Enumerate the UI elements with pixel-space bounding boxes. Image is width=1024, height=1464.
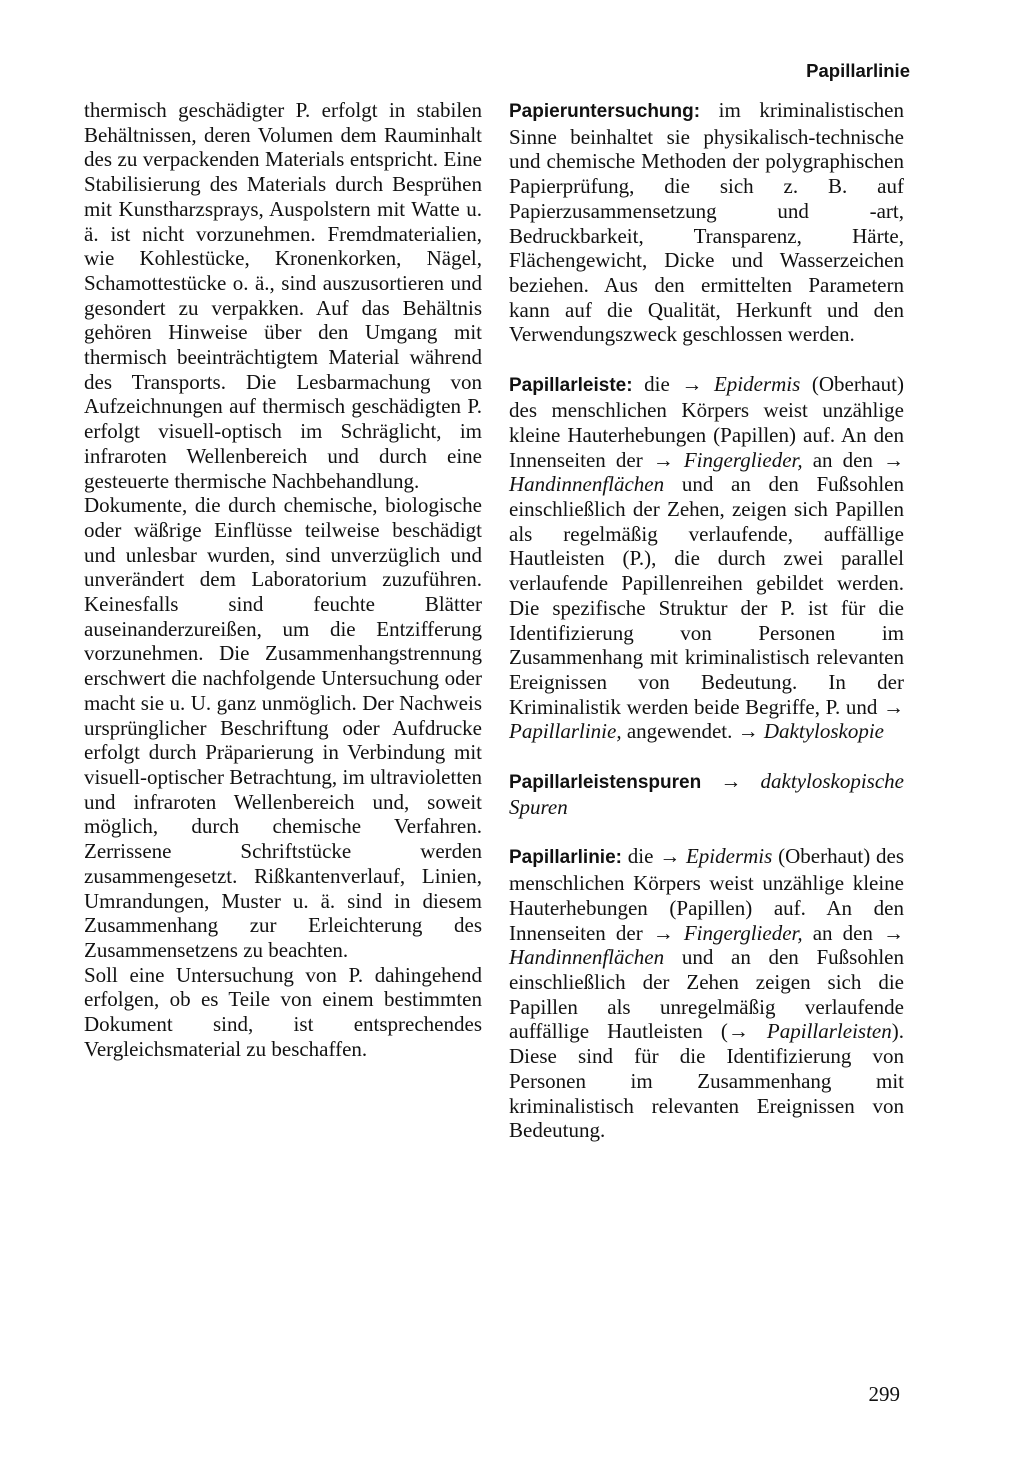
cross-reference: Papillarlinie, (509, 719, 622, 744)
cross-reference: Handinnenflächen (509, 945, 665, 970)
running-header-term: Papillarlinie (806, 60, 910, 81)
page-number: 299 (868, 1382, 900, 1406)
entry-text: angewendet. → (621, 719, 764, 744)
entry-text: → (701, 768, 761, 793)
entry-term: Papillarlinie: (509, 847, 622, 869)
cross-reference: Fingerglieder, (683, 447, 803, 472)
cross-reference: Fingerglieder, (683, 920, 803, 945)
cross-reference: daktyloskopische Spuren (509, 768, 904, 820)
paragraph: Dokumente, die durch chemische, biologische oder wäßrige Einflüsse teilweise beschädigt und unlesbar wurden, sind unverzüglich und unverändert dem Laboratorium zuzuführen. Keinesfalls sind feuchte Blätter auseinanderzureißen, um die Entzifferung vorzunehmen. Die Zusammenhangstrennung erschwert die nachfolgende Untersuchung oder macht sie u. U. ganz unmöglich. Der Nachweis ursprünglicher Beschriftung oder Aufdrucke erfolgt durch Präparierung in Verbindung mit visuell-optischer Betrachtung, im ultravioletten und infraroten Wellenbereich und, soweit möglich, durch chemische Verfahren. Zerrissene Schriftstücke werden zusammengesetzt. Rißkantenverlauf, Linien, Umrandungen, Muster u. ä. sind in diesem Zusammenhang zur Erleichterung des Zusammensetzens zu beachten. (84, 493, 482, 962)
cross-reference: Handinnenflächen (509, 472, 665, 497)
right-column (509, 98, 904, 1167)
entry-text: und an den Fußsohlen einschließlich der Zehen, zeigen sich Papillen als regelmäßig verlaufende, auffällige Hautleisten (P.), die durch zwei parallel verlaufende Papillenreihen gebildet werden. Die spezifische Struktur der P. ist für die Identifizierung von Personen im Zusammenhang mit kriminalistisch relevanten Ereignissen von Bedeutung. In der Kriminalistik werden beide Begriffe, P. und → (509, 472, 904, 719)
entry-text: im kriminalistischen Sinne beinhaltet sie physikalisch-technische und chemische Methoden der polygraphischen Papierprüfung, die sich z. B. auf Papierzusammensetzung und -art, Bedruckbarkeit, Transparenz, Härte, Flächengewicht, Dicke und Wasserzeichen beziehen. Aus den ermittelten Parametern kann auf die Qualität, Herkunft und den Verwendungszweck geschlossen werden. (509, 98, 904, 347)
paragraph: Soll eine Untersuchung von P. dahingehend erfolgen, ob es Teile von einem bestimmten Dokument sind, ist entsprechendes Vergleichsmaterial zu beschaffen. (84, 962, 482, 1061)
paragraph: thermisch geschädigter P. erfolgt in stabilen Behältnissen, deren Volumen dem Rauminhalt des zu verpackenden Materials entspricht. Eine Stabilisierung des Materials durch Besprühen mit Kunstharzsprays, Auspolstern mit Watte u. ä. ist nicht vorzunehmen. Fremdmaterialien, wie Kohlestücke, Kronenkorken, Nägel, Schamottestücke o. ä., sind auszusortieren und gesondert zu verpakken. Auf das Behältnis gehören Hinweise über den Umgang mit thermisch beeinträchtigtem Material während des Transports. Die Lesbarmachung von Aufzeichnungen auf thermisch geschädigten P. erfolgt visuell-optisch im Schräglicht, im infraroten Wellenbereich und durch eine gesteuerte thermische Nachbehandlung. (84, 98, 482, 493)
entry-term: Papieruntersuchung: (509, 101, 701, 122)
entry-text: ). Diese sind für die Identifizierung von Personen im Zusammenhang mit kriminalistisch relevanten Ereignissen von Bedeutung. (509, 1019, 904, 1143)
left-column (84, 98, 482, 1061)
entry-term: Papillarleistenspuren (509, 771, 702, 793)
cross-reference: Papillarleisten (766, 1019, 892, 1044)
entry-text: die → (621, 844, 686, 869)
entry-papillarleistenspuren (509, 769, 904, 820)
entry-papieruntersuchung (509, 98, 904, 347)
entry-text: die → (632, 371, 714, 396)
entry-papillarlinie (509, 844, 904, 1142)
cross-reference: Epidermis (713, 371, 801, 396)
entry-text: an den → (802, 447, 904, 472)
cross-reference: Daktyloskopie (763, 719, 884, 744)
entry-term: Papillarleiste: (509, 374, 633, 396)
entry-text: (Oberhaut) des menschlichen Körpers weist unzählige kleine Hauterhebungen (Papillen) auf. An den Innenseiten der → (509, 371, 904, 472)
cross-reference: Epidermis (685, 844, 773, 869)
entry-text: (Oberhaut) des menschlichen Körpers weist unzählige kleine Hauterhebungen (Papillen) auf. An den Innenseiten der → (509, 844, 904, 945)
entry-text: an den → (802, 920, 904, 945)
entry-papillarleiste (509, 372, 904, 745)
entry-text: und an den Fußsohlen einschließlich der Zehen zeigen sich die Papillen als unregelmäßig verlaufende auffällige Hautleisten (→ (509, 945, 904, 1044)
